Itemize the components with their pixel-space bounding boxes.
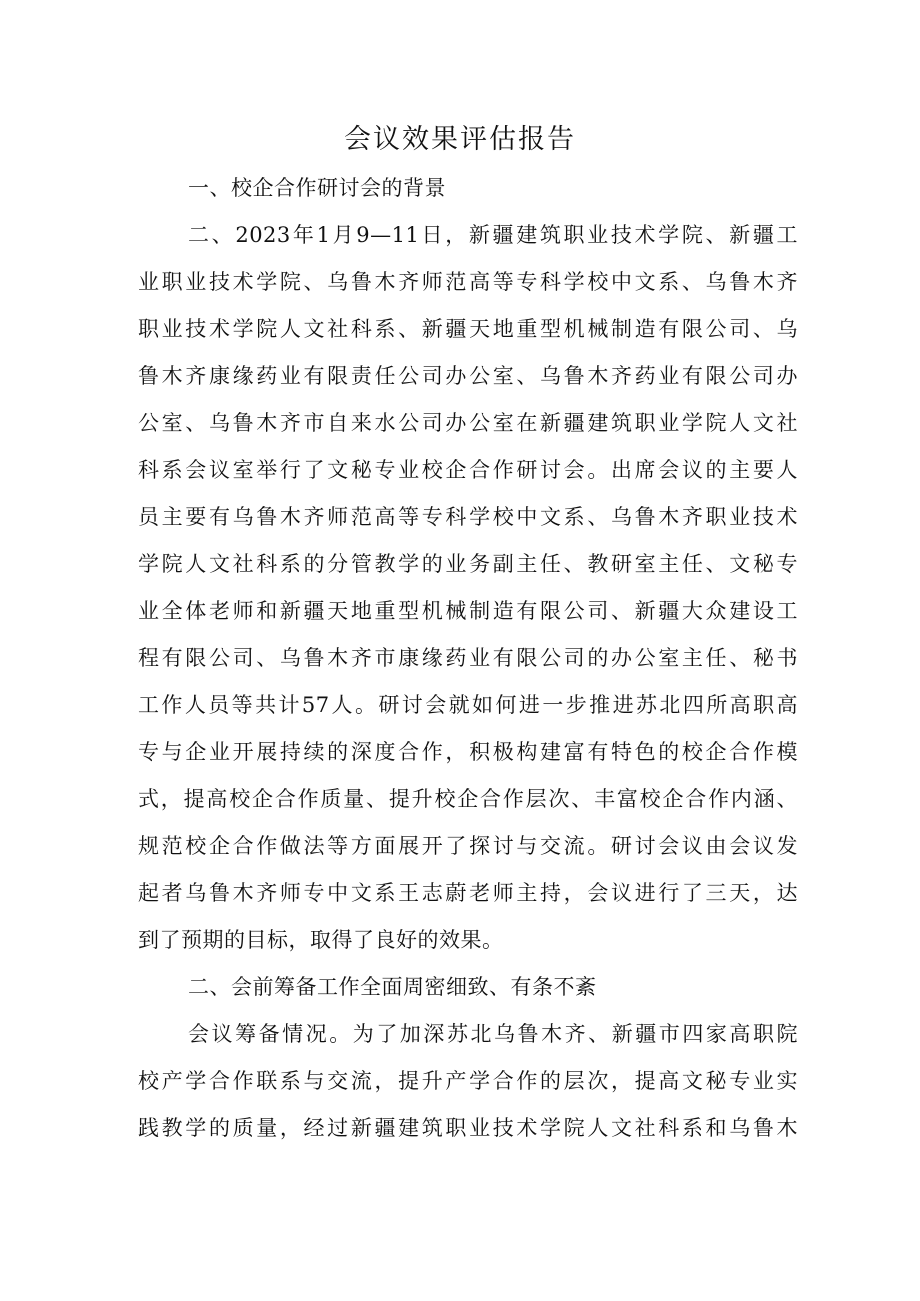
paragraph-line: 到了预期的目标，取得了良好的效果。 [138, 928, 504, 952]
paragraph-line: 职业技术学院人文社科系、新疆天地重型机械制造有限公司、乌 [138, 317, 798, 341]
paragraph-line: 践教学的质量，经过新疆建筑职业技术学院人文社科系和乌鲁木 [138, 1116, 798, 1140]
paragraph-line: 校产学合作联系与交流，提升产学合作的层次，提高文秘专业实 [138, 1069, 798, 1093]
document-body [138, 165, 798, 1152]
paragraph-line: 专与企业开展持续的深度合作，积极构建富有特色的校企合作模 [138, 740, 798, 764]
paragraph-line: 式，提高校企合作质量、提升校企合作层次、丰富校企合作内涵、 [138, 787, 798, 811]
paragraph-line: 业职业技术学院、乌鲁木齐师范高等专科学校中文系、乌鲁木齐 [138, 270, 798, 294]
section-heading: 二、会前筹备工作全面周密细致、有条不紊 [188, 975, 597, 999]
paragraph-line: 会议筹备情况。为了加深苏北乌鲁木齐、新疆市四家高职院 [188, 1022, 798, 1046]
paragraph-line: 工作人员等共计57人。研讨会就如何进一步推进苏北四所高职高 [138, 693, 798, 717]
paragraph-line: 员主要有乌鲁木齐师范高等专科学校中文系、乌鲁木齐职业技术 [138, 505, 798, 529]
section-heading: 一、校企合作研讨会的背景 [188, 176, 446, 200]
paragraph-line: 程有限公司、乌鲁木齐市康缘药业有限公司的办公室主任、秘书 [138, 646, 798, 670]
paragraph-line: 二、2023年1月9—11日，新疆建筑职业技术学院、新疆工 [188, 223, 798, 247]
paragraph-line: 公室、乌鲁木齐市自来水公司办公室在新疆建筑职业学院人文社 [138, 411, 798, 435]
paragraph-line: 业全体老师和新疆天地重型机械制造有限公司、新疆大众建设工 [138, 599, 798, 623]
paragraph-line: 鲁木齐康缘药业有限责任公司办公室、乌鲁木齐药业有限公司办 [138, 364, 798, 388]
paragraph-line: 科系会议室举行了文秘专业校企合作研讨会。出席会议的主要人 [138, 458, 798, 482]
paragraph-line: 规范校企合作做法等方面展开了探讨与交流。研讨会议由会议发 [138, 834, 798, 858]
document-title: 会议效果评估报告 [344, 124, 576, 155]
paragraph-line: 学院人文社科系的分管教学的业务副主任、教研室主任、文秘专 [138, 552, 798, 576]
paragraph-line: 起者乌鲁木齐师专中文系王志蔚老师主持，会议进行了三天，达 [138, 881, 798, 905]
